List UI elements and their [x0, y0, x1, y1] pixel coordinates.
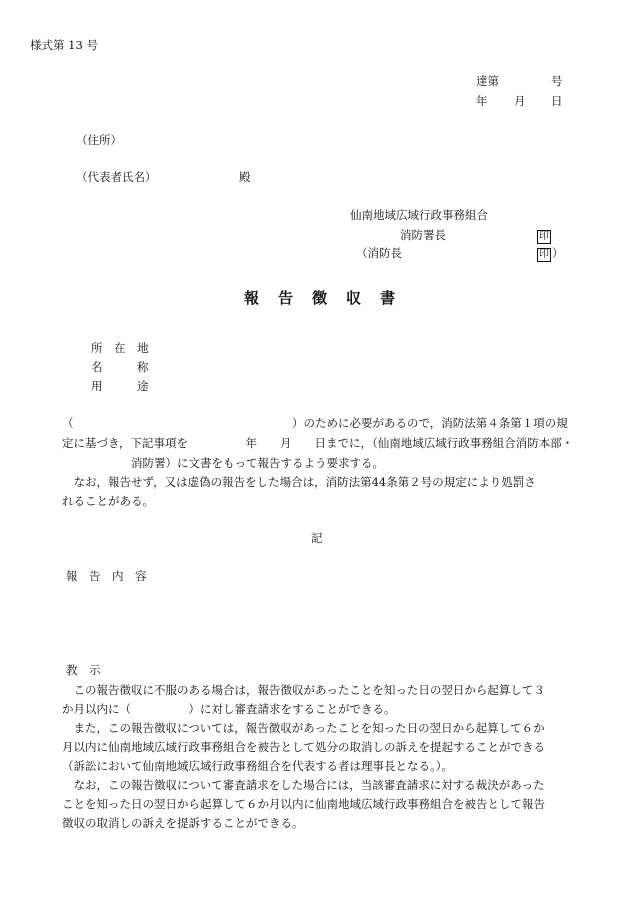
notice-line-3: また，この報告徴収については，報告徴収があったことを知った日の翌日から起算して６か [62, 721, 545, 735]
doc-number-prefix: 達第 [476, 74, 499, 88]
label-name: 名 称 [91, 360, 149, 374]
notice-line-4: 月以内に仙南地域広域行政事務組合を被告として処分の取消しの訴えを提起することができる [62, 740, 545, 754]
address-label: （住所） [76, 133, 122, 147]
notice-line-2: か月以内に（ ）に対し審査請求をすることができる。 [62, 702, 396, 716]
report-content-label: 報 告 内 容 [66, 569, 147, 583]
honorific: 殿 [239, 170, 251, 184]
date-day: 日 [551, 94, 563, 108]
date-year: 年 [476, 94, 488, 108]
notice-line-1: この報告徴収に不服のある場合は，報告徴収があったことを知った日の翌日から起算して３ [62, 683, 545, 697]
seal-mark-text: 印 [539, 231, 549, 242]
body-line-1: （ ）のために必要があるので，消防法第４条第１項の規 [62, 416, 568, 430]
notice-line-8: 徴収の取消しの訴えを提訴することができる。 [62, 816, 304, 830]
date-month: 月 [514, 94, 526, 108]
seal-mark-2-text: 印 [539, 249, 549, 260]
issuer-close-paren: ） [552, 246, 564, 260]
issuer-title-fire-chief: （消防長 [356, 246, 402, 260]
body-line-4: なお，報告せず，又は虚偽の報告をした場合は，消防法第44条第２号の規定により処罰さ [62, 475, 536, 489]
body-line-3: 消防署）に文書をもって報告するよう要求する。 [62, 456, 384, 470]
label-location: 所 在 地 [91, 341, 149, 355]
body-line-5: れることがある。 [62, 494, 154, 508]
notice-line-6: なお，この報告徴収について審査請求をした場合には，当該審査請求に対する裁決があった [62, 778, 545, 792]
notice-label: 教 示 [66, 663, 101, 677]
body-line-2: 定に基づき，下記事項を 年 月 日までに，（仙南地域広域行政事務組合消防本部・ [62, 436, 574, 450]
document-title: 報 告 徴 収 書 [244, 289, 398, 307]
seal-mark [536, 228, 552, 244]
representative-label: （代表者氏名） [76, 170, 157, 184]
ki-heading: 記 [311, 531, 323, 545]
issuer-title-chief: 消防署長 [400, 228, 446, 242]
form-number: 様式第 13 号 [30, 38, 98, 52]
issuer-org: 仙南地域広域行政事務組合 [350, 208, 488, 222]
notice-line-5: （訴訟において仙南地域広域行政事務組合を代表する者は理事長となる。）。 [62, 759, 453, 773]
notice-line-7: ことを知った日の翌日から起算して６か月以内に仙南地域広域行政事務組合を被告として報告 [62, 797, 545, 811]
doc-number-suffix: 号 [551, 74, 563, 88]
seal-mark-2 [536, 246, 564, 262]
label-use: 用 途 [91, 379, 149, 393]
